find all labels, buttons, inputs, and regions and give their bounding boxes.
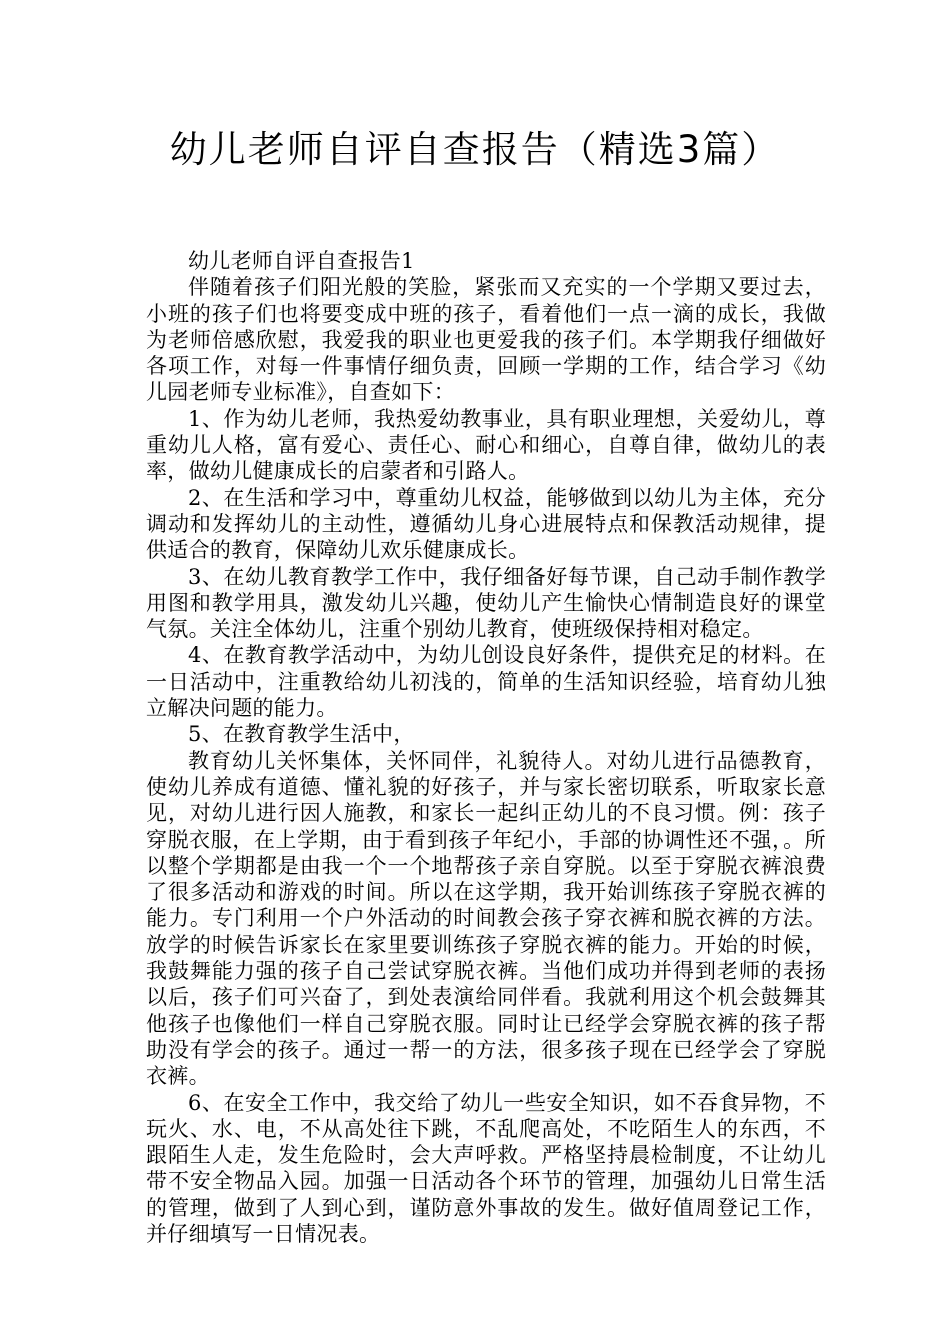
paragraph-item-6: 6、在安全工作中，我交给了幼儿一些安全知识，如不吞食异物，不玩火、水、电，不从高处往下跳，不乱爬高处，不吃陌生人的东西，不跟陌生人走，发生危险时，会大声呼救。严格坚持晨检制度，不让幼儿带不安全物品入园。加强一日活动各个环节的管理，加强幼儿日常生活的管理，做到了人到心到，谨防意外事故的发生。做好值周登记工作，并仔细填写一日情况表。: [146, 1090, 826, 1246]
paragraph-item-4: 4、在教育教学活动中，为幼儿创设良好条件，提供充足的材料。在一日活动中，注重教给幼儿初浅的，简单的生活知识经验，培育幼儿独立解决问题的能力。: [146, 643, 826, 721]
paragraph-item-2: 2、在生活和学习中，尊重幼儿权益，能够做到以幼儿为主体，充分调动和发挥幼儿的主动性，遵循幼儿身心进展特点和保教活动规律，提供适合的教育，保障幼儿欢乐健康成长。: [146, 485, 826, 563]
paragraph-item-5-detail: 教育幼儿关怀集体，关怀同伴，礼貌待人。对幼儿进行品德教育，使幼儿养成有道德、懂礼貌的好孩子，并与家长密切联系，听取家长意见，对幼儿进行因人施教，和家长一起纠正幼儿的不良习惯。例：孩子穿脱衣服，在上学期，由于看到孩子年纪小，手部的协调性还不强，。所以整个学期都是由我一个一个地帮孩子亲自穿脱。以至于穿脱衣裤浪费了很多活动和游戏的时间。所以在这学期，我开始训练孩子穿脱衣裤的能力。专门利用一个户外活动的时间教会孩子穿衣裤和脱衣裤的方法。放学的时候告诉家长在家里要训练孩子穿脱衣裤的能力。开始的时候，我鼓舞能力强的孩子自己尝试穿脱衣裤。当他们成功并得到老师的表扬以后，孩子们可兴奋了，到处表演给同伴看。我就利用这个机会鼓舞其他孩子也像他们一样自己穿脱衣服。同时让已经学会穿脱衣裤的孩子帮助没有学会的孩子。通过一帮一的方法，很多孩子现在已经学会了穿脱衣裤。: [146, 748, 826, 1089]
document-body: [146, 248, 826, 1247]
document-title: 幼儿老师自评自查报告（精选3篇）: [169, 128, 781, 171]
paragraph-item-5: 5、在教育教学生活中，: [188, 722, 415, 747]
paragraph-item-3: 3、在幼儿教育教学工作中，我仔细备好每节课，自己动手制作教学用图和教学用具，激发幼儿兴趣，使幼儿产生愉快心情制造良好的课堂气氛。关注全体幼儿，注重个别幼儿教育，使班级保持相对稳定。: [146, 564, 826, 642]
paragraph-intro: 伴随着孩子们阳光般的笑脸，紧张而又充实的一个学期又要过去，小班的孩子们也将要变成中班的孩子，看着他们一点一滴的成长，我做为老师倍感欣慰，我爱我的职业也更爱我的孩子们。本学期我仔细做好各项工作，对每一件事情仔细负责，回顾一学期的工作，结合学习《幼儿园老师专业标准》，自查如下：: [146, 275, 826, 405]
section-heading: 幼儿老师自评自查报告1: [188, 249, 415, 273]
paragraph-item-1: 1、作为幼儿老师，我热爱幼教事业，具有职业理想，关爱幼儿，尊重幼儿人格，富有爱心、责任心、耐心和细心，自尊自律，做幼儿的表率，做幼儿健康成长的启蒙者和引路人。: [146, 406, 826, 484]
